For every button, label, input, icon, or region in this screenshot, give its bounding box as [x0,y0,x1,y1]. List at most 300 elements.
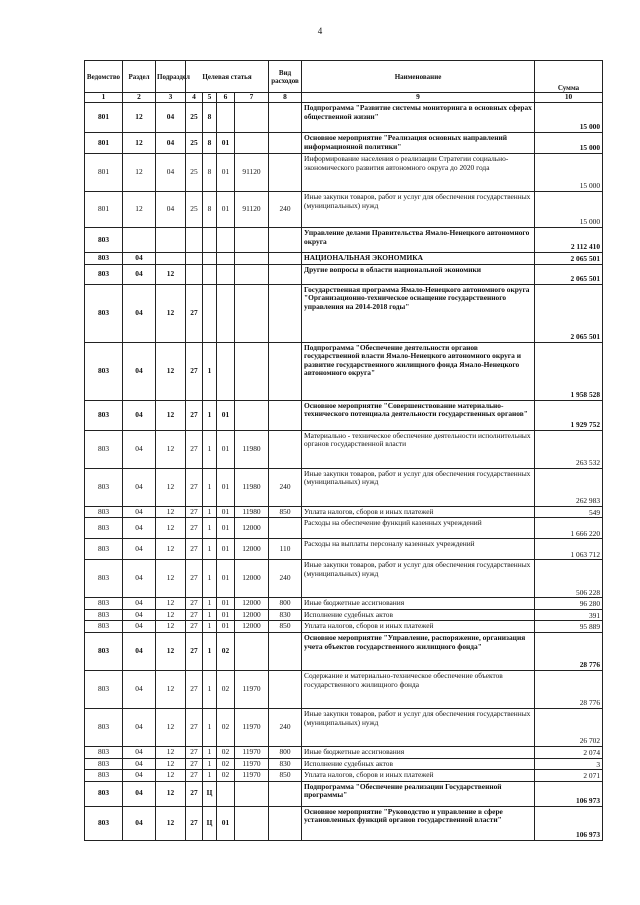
cell-cs-event: 02 [217,670,235,708]
table-row [85,806,603,840]
cell-naimenovanie: Основное мероприятие "Совершенствование материально-технического потенциала деятельности государственных органов" [302,400,535,430]
cell-cs-event: 01 [217,468,235,506]
cell-cs-direction [235,400,269,430]
cell-cs-event: 02 [217,770,235,782]
column-number: 5 [203,93,217,103]
cell-podrazdel: 12 [156,708,186,746]
cell-naimenovanie: Материально - техническое обеспечение деятельности исполнительных органов государственной власти [302,430,535,468]
cell-naimenovanie: Иные закупки товаров, работ и услуг для обеспечения государственных (муниципальных) нужд [302,192,535,228]
cell-naimenovanie: Уплата налогов, сборов и иных платежей [302,506,535,518]
cell-razdel: 04 [123,670,156,708]
cell-razdel: 04 [123,806,156,840]
cell-cs-subprogram [203,228,217,253]
cell-summa: 3 [535,758,603,770]
cell-naimenovanie: Основное мероприятие "Руководство и управление в сфере установленных функций органов государственной власти" [302,806,535,840]
cell-razdel: 04 [123,781,156,806]
cell-cs-subprogram: 1 [203,708,217,746]
table-row [85,253,603,265]
cell-cs-program: 27 [186,746,203,758]
cell-vid-rashodov: 240 [269,560,302,598]
table-row [85,264,603,284]
header-naimenovanie: Наименование [302,61,535,93]
page-number: 4 [317,26,323,36]
cell-summa: 26 702 [535,708,603,746]
cell-cs-event: 02 [217,708,235,746]
cell-ved: 803 [85,708,123,746]
cell-cs-subprogram: 1 [203,342,217,400]
table-row [85,506,603,518]
cell-cs-direction: 11970 [235,708,269,746]
cell-cs-event: 01 [217,598,235,610]
cell-podrazdel: 12 [156,560,186,598]
cell-cs-program: 27 [186,632,203,670]
cell-cs-program: 27 [186,598,203,610]
cell-cs-event [217,253,235,265]
cell-cs-program: 27 [186,430,203,468]
cell-cs-event: 01 [217,154,235,192]
cell-cs-program [186,228,203,253]
cell-podrazdel: 12 [156,468,186,506]
cell-cs-event [217,342,235,400]
cell-cs-direction [235,781,269,806]
cell-cs-direction [235,133,269,154]
cell-naimenovanie: Подпрограмма "Развитие системы мониторинга в основных сферах общественной жизни" [302,103,535,133]
cell-vid-rashodov: 850 [269,506,302,518]
table-row [85,154,603,192]
cell-cs-program: 27 [186,400,203,430]
cell-razdel: 12 [123,154,156,192]
cell-naimenovanie: Иные закупки товаров, работ и услуг для обеспечения государственных (муниципальных) нужд [302,560,535,598]
cell-cs-program: 27 [186,506,203,518]
cell-razdel: 04 [123,253,156,265]
cell-ved: 803 [85,746,123,758]
cell-cs-event: 02 [217,746,235,758]
cell-cs-direction [235,228,269,253]
cell-summa: 2 074 [535,746,603,758]
column-number: 8 [269,93,302,103]
cell-ved: 803 [85,264,123,284]
cell-vid-rashodov [269,806,302,840]
cell-ved: 803 [85,758,123,770]
cell-vid-rashodov: 800 [269,746,302,758]
cell-summa: 2 112 410 [535,228,603,253]
cell-naimenovanie: Исполнение судебных актов [302,609,535,621]
cell-cs-subprogram: 1 [203,539,217,560]
cell-cs-subprogram: 8 [203,133,217,154]
cell-cs-program [186,253,203,265]
cell-cs-program: 27 [186,781,203,806]
cell-cs-direction [235,103,269,133]
cell-razdel: 04 [123,632,156,670]
cell-cs-event: 01 [217,133,235,154]
cell-cs-program: 27 [186,670,203,708]
cell-summa: 15 000 [535,103,603,133]
cell-podrazdel: 12 [156,670,186,708]
cell-cs-subprogram: 1 [203,468,217,506]
cell-summa: 28 776 [535,632,603,670]
column-number: 9 [302,93,535,103]
cell-ved: 801 [85,133,123,154]
cell-cs-subprogram: 1 [203,430,217,468]
cell-razdel: 04 [123,770,156,782]
cell-vid-rashodov [269,518,302,539]
cell-razdel: 04 [123,400,156,430]
cell-vid-rashodov [269,632,302,670]
cell-cs-event [217,264,235,284]
cell-vid-rashodov [269,342,302,400]
cell-ved: 803 [85,468,123,506]
cell-podrazdel: 12 [156,284,186,342]
cell-naimenovanie: Уплата налогов, сборов и иных платежей [302,770,535,782]
cell-podrazdel: 12 [156,781,186,806]
cell-razdel: 04 [123,621,156,633]
cell-podrazdel: 12 [156,746,186,758]
cell-cs-event: 01 [217,430,235,468]
cell-summa: 2 065 501 [535,253,603,265]
cell-cs-subprogram: 1 [203,758,217,770]
cell-cs-direction: 91120 [235,154,269,192]
cell-cs-event [217,103,235,133]
cell-naimenovanie: Основное мероприятие "Реализация основных направлений информационной политики" [302,133,535,154]
cell-cs-subprogram: 1 [203,598,217,610]
cell-vid-rashodov: 800 [269,598,302,610]
cell-vid-rashodov [269,228,302,253]
cell-summa: 262 983 [535,468,603,506]
cell-cs-direction [235,806,269,840]
cell-cs-subprogram: 1 [203,746,217,758]
cell-vid-rashodov [269,284,302,342]
cell-cs-direction [235,253,269,265]
table-row [85,430,603,468]
cell-ved: 803 [85,609,123,621]
column-number: 2 [123,93,156,103]
cell-naimenovanie: Расходы на выплаты персоналу казенных учреждений [302,539,535,560]
cell-podrazdel: 12 [156,770,186,782]
cell-cs-direction: 11980 [235,430,269,468]
cell-podrazdel: 12 [156,539,186,560]
cell-podrazdel [156,253,186,265]
cell-cs-direction [235,284,269,342]
cell-cs-program: 27 [186,539,203,560]
table-row [85,746,603,758]
cell-cs-program: 27 [186,468,203,506]
cell-naimenovanie: Информирование населения о реализации Стратегии социально-экономического развития автономного округа до 2020 года [302,154,535,192]
cell-razdel: 04 [123,539,156,560]
cell-cs-event: 01 [217,506,235,518]
cell-naimenovanie: Управление делами Правительства Ямало-Ненецкого автономного округа [302,228,535,253]
cell-cs-event: 01 [217,621,235,633]
cell-cs-direction: 12000 [235,539,269,560]
cell-naimenovanie: Подпрограмма "Обеспечение деятельности органов государственной власти Ямало-Ненецкого автономного округа и развитие государственного жилищного фонда Ямало-Ненецкого автономного округа" [302,342,535,400]
cell-vid-rashodov: 830 [269,609,302,621]
cell-vid-rashodov [269,154,302,192]
cell-naimenovanie: Другие вопросы в области национальной экономики [302,264,535,284]
cell-cs-subprogram [203,284,217,342]
cell-summa: 28 776 [535,670,603,708]
table-row [85,103,603,133]
cell-cs-subprogram: 1 [203,770,217,782]
cell-cs-direction: 12000 [235,621,269,633]
cell-vid-rashodov [269,264,302,284]
cell-naimenovanie: Иные бюджетные ассигнования [302,598,535,610]
cell-cs-direction [235,632,269,670]
cell-podrazdel: 12 [156,758,186,770]
cell-naimenovanie: Подпрограмма "Обеспечение реализации Государственной программы" [302,781,535,806]
header-celevaya-statya: Целевая статья [186,61,269,93]
cell-summa: 15 000 [535,192,603,228]
cell-naimenovanie: Иные бюджетные ассигнования [302,746,535,758]
cell-summa: 2 071 [535,770,603,782]
table-row [85,342,603,400]
cell-cs-event: 01 [217,609,235,621]
cell-cs-program: 27 [186,806,203,840]
cell-ved: 803 [85,228,123,253]
cell-cs-program: 27 [186,621,203,633]
table-row [85,758,603,770]
cell-razdel: 12 [123,133,156,154]
cell-ved: 803 [85,284,123,342]
cell-vid-rashodov: 240 [269,192,302,228]
cell-cs-program: 27 [186,518,203,539]
cell-cs-subprogram [203,264,217,284]
cell-ved: 803 [85,632,123,670]
cell-cs-direction: 11980 [235,468,269,506]
cell-vid-rashodov: 850 [269,770,302,782]
cell-summa: 263 532 [535,430,603,468]
column-number-row [85,93,603,103]
cell-ved: 803 [85,342,123,400]
cell-razdel: 12 [123,103,156,133]
cell-vid-rashodov [269,400,302,430]
header-summa: Сумма [535,61,603,93]
cell-ved: 803 [85,806,123,840]
cell-vid-rashodov [269,253,302,265]
cell-ved: 803 [85,430,123,468]
cell-razdel: 04 [123,430,156,468]
cell-summa: 1 958 528 [535,342,603,400]
column-number: 6 [217,93,235,103]
cell-ved: 801 [85,154,123,192]
table-row [85,539,603,560]
cell-summa: 15 000 [535,133,603,154]
cell-ved: 803 [85,781,123,806]
cell-summa: 15 000 [535,154,603,192]
cell-cs-subprogram [203,253,217,265]
cell-podrazdel: 12 [156,609,186,621]
cell-summa: 96 280 [535,598,603,610]
cell-cs-event: 01 [217,560,235,598]
cell-cs-subprogram: Ц [203,781,217,806]
cell-cs-subprogram: 1 [203,609,217,621]
cell-cs-event [217,284,235,342]
table-row [85,609,603,621]
cell-cs-direction: 12000 [235,598,269,610]
cell-cs-subprogram: 1 [203,670,217,708]
cell-cs-event: 01 [217,400,235,430]
cell-vid-rashodov: 830 [269,758,302,770]
column-number: 10 [535,93,603,103]
cell-ved: 803 [85,253,123,265]
cell-summa: 391 [535,609,603,621]
cell-cs-subprogram: 1 [203,506,217,518]
cell-cs-program: 27 [186,342,203,400]
cell-cs-subprogram: 8 [203,154,217,192]
header-vid-rashodov: Вид расходов [269,61,302,93]
cell-podrazdel: 04 [156,154,186,192]
cell-summa: 106 973 [535,781,603,806]
cell-cs-event [217,781,235,806]
table-row [85,228,603,253]
cell-podrazdel: 04 [156,103,186,133]
cell-podrazdel: 04 [156,192,186,228]
table-row [85,621,603,633]
cell-cs-program: 27 [186,758,203,770]
cell-vid-rashodov: 240 [269,708,302,746]
cell-vid-rashodov: 240 [269,468,302,506]
header-podrazdel: Подраздел [156,61,186,93]
cell-vid-rashodov [269,670,302,708]
cell-razdel: 04 [123,598,156,610]
cell-cs-program: 27 [186,609,203,621]
cell-cs-event [217,228,235,253]
cell-ved: 803 [85,560,123,598]
cell-summa: 2 065 501 [535,284,603,342]
cell-cs-subprogram: 8 [203,192,217,228]
table-row [85,598,603,610]
cell-summa: 549 [535,506,603,518]
table-row [85,133,603,154]
cell-naimenovanie: Содержание и материально-техническое обеспечение объектов государственного жилищного фонда [302,670,535,708]
cell-podrazdel: 12 [156,806,186,840]
cell-cs-direction: 11980 [235,506,269,518]
cell-naimenovanie: Иные закупки товаров, работ и услуг для обеспечения государственных (муниципальных) нужд [302,468,535,506]
cell-summa: 1 666 220 [535,518,603,539]
cell-podrazdel: 12 [156,342,186,400]
cell-cs-subprogram: 1 [203,518,217,539]
column-number: 3 [156,93,186,103]
cell-razdel: 04 [123,746,156,758]
cell-ved: 803 [85,598,123,610]
cell-summa: 506 228 [535,560,603,598]
cell-cs-program: 25 [186,192,203,228]
cell-summa: 1 063 712 [535,539,603,560]
column-number: 7 [235,93,269,103]
cell-naimenovanie: Основное мероприятие "Управление, распоряжение, организация учета объектов государственного жилищного фонда" [302,632,535,670]
cell-vid-rashodov [269,430,302,468]
cell-razdel [123,228,156,253]
table-row [85,400,603,430]
table-row [85,560,603,598]
cell-cs-event: 01 [217,539,235,560]
table-row [85,192,603,228]
cell-cs-program: 27 [186,560,203,598]
cell-cs-subprogram: 1 [203,560,217,598]
cell-cs-subprogram: 1 [203,621,217,633]
cell-ved: 801 [85,103,123,133]
cell-cs-direction [235,264,269,284]
cell-naimenovanie: Расходы на обеспечение функций казенных учреждений [302,518,535,539]
cell-podrazdel: 12 [156,264,186,284]
cell-razdel: 04 [123,264,156,284]
cell-ved: 801 [85,192,123,228]
cell-cs-event: 01 [217,806,235,840]
cell-ved: 803 [85,770,123,782]
cell-vid-rashodov [269,103,302,133]
table-row [85,518,603,539]
header-razdel: Раздел [123,61,156,93]
cell-ved: 803 [85,539,123,560]
cell-razdel: 04 [123,609,156,621]
cell-summa: 106 973 [535,806,603,840]
cell-cs-direction [235,342,269,400]
cell-cs-subprogram: Ц [203,806,217,840]
table-row [85,670,603,708]
cell-cs-program [186,264,203,284]
cell-ved: 803 [85,400,123,430]
cell-razdel: 12 [123,192,156,228]
cell-cs-program: 25 [186,133,203,154]
cell-vid-rashodov: 850 [269,621,302,633]
cell-naimenovanie: Иные закупки товаров, работ и услуг для обеспечения государственных (муниципальных) нужд [302,708,535,746]
cell-cs-program: 27 [186,284,203,342]
cell-podrazdel: 12 [156,598,186,610]
table-row [85,468,603,506]
cell-vid-rashodov [269,133,302,154]
table-row [85,632,603,670]
cell-cs-program: 25 [186,154,203,192]
cell-razdel: 04 [123,506,156,518]
table-row [85,708,603,746]
cell-podrazdel: 12 [156,621,186,633]
column-number: 4 [186,93,203,103]
cell-razdel: 04 [123,468,156,506]
cell-cs-direction: 91120 [235,192,269,228]
cell-razdel: 04 [123,284,156,342]
cell-podrazdel: 12 [156,632,186,670]
cell-razdel: 04 [123,518,156,539]
cell-cs-direction: 11970 [235,670,269,708]
cell-podrazdel: 12 [156,506,186,518]
cell-podrazdel: 04 [156,133,186,154]
cell-ved: 803 [85,670,123,708]
cell-ved: 803 [85,506,123,518]
cell-cs-program: 25 [186,103,203,133]
cell-podrazdel: 12 [156,400,186,430]
cell-razdel: 04 [123,758,156,770]
cell-cs-direction: 12000 [235,518,269,539]
cell-podrazdel: 12 [156,518,186,539]
cell-cs-direction: 12000 [235,609,269,621]
cell-cs-program: 27 [186,708,203,746]
cell-cs-direction: 11970 [235,758,269,770]
cell-cs-event: 01 [217,192,235,228]
table-body [85,103,603,841]
cell-podrazdel [156,228,186,253]
cell-cs-subprogram: 1 [203,400,217,430]
table-row [85,284,603,342]
cell-ved: 803 [85,518,123,539]
table-row [85,781,603,806]
cell-cs-direction: 12000 [235,560,269,598]
cell-naimenovanie: Государственная программа Ямало-Ненецкого автономного округа "Организационно-техническое оснащение государственного управления на 2014-2018 годы" [302,284,535,342]
cell-cs-subprogram: 1 [203,632,217,670]
cell-cs-event: 01 [217,518,235,539]
table-row [85,770,603,782]
column-number: 1 [85,93,123,103]
header-ved: Ведомство [85,61,123,93]
cell-summa: 95 889 [535,621,603,633]
cell-cs-direction: 11970 [235,770,269,782]
